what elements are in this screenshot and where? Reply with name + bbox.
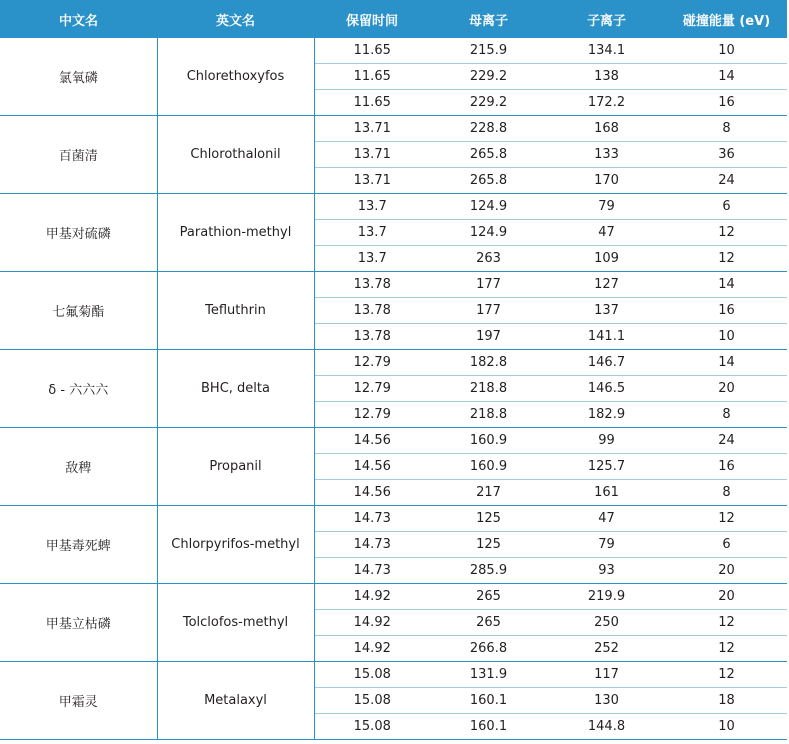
table-row [0, 38, 787, 64]
precursor-ion-cell: 182.8 [430, 350, 547, 376]
retention-time-cell: 14.92 [314, 636, 430, 662]
header-collision-energy: 碰撞能量 (eV) [666, 0, 787, 38]
chinese-name-cell: 甲基毒死蜱 [0, 506, 157, 584]
product-ion-cell: 93 [547, 558, 666, 584]
product-ion-cell: 172.2 [547, 90, 666, 116]
header-product-ion: 子离子 [547, 0, 666, 38]
english-name-cell: Propanil [157, 428, 314, 506]
collision-energy-cell: 24 [666, 168, 787, 194]
collision-energy-cell: 8 [666, 480, 787, 506]
collision-energy-cell: 20 [666, 558, 787, 584]
header-english-name: 英文名 [157, 0, 314, 38]
collision-energy-cell: 16 [666, 298, 787, 324]
retention-time-cell: 15.08 [314, 714, 430, 740]
product-ion-cell: 127 [547, 272, 666, 298]
english-name-cell: Parathion-methyl [157, 194, 314, 272]
collision-energy-cell: 14 [666, 272, 787, 298]
product-ion-cell: 182.9 [547, 402, 666, 428]
precursor-ion-cell: 124.9 [430, 194, 547, 220]
retention-time-cell: 11.65 [314, 64, 430, 90]
product-ion-cell: 133 [547, 142, 666, 168]
retention-time-cell: 14.92 [314, 584, 430, 610]
retention-time-cell: 12.79 [314, 376, 430, 402]
header-retention-time: 保留时间 [314, 0, 430, 38]
retention-time-cell: 15.08 [314, 688, 430, 714]
precursor-ion-cell: 160.1 [430, 688, 547, 714]
collision-energy-cell: 20 [666, 376, 787, 402]
table-row [0, 506, 787, 532]
product-ion-cell: 130 [547, 688, 666, 714]
chinese-name-cell: 甲基立枯磷 [0, 584, 157, 662]
retention-time-cell: 12.79 [314, 402, 430, 428]
table-row [0, 194, 787, 220]
retention-time-cell: 13.71 [314, 142, 430, 168]
retention-time-cell: 14.92 [314, 610, 430, 636]
collision-energy-cell: 8 [666, 116, 787, 142]
retention-time-cell: 13.71 [314, 168, 430, 194]
precursor-ion-cell: 263 [430, 246, 547, 272]
chinese-name-cell: 甲基对硫磷 [0, 194, 157, 272]
english-name-cell: Chlorpyrifos-methyl [157, 506, 314, 584]
collision-energy-cell: 36 [666, 142, 787, 168]
product-ion-cell: 170 [547, 168, 666, 194]
english-name-cell: Metalaxyl [157, 662, 314, 740]
retention-time-cell: 11.65 [314, 38, 430, 64]
product-ion-cell: 219.9 [547, 584, 666, 610]
product-ion-cell: 146.7 [547, 350, 666, 376]
precursor-ion-cell: 265 [430, 610, 547, 636]
collision-energy-cell: 16 [666, 454, 787, 480]
collision-energy-cell: 16 [666, 90, 787, 116]
product-ion-cell: 109 [547, 246, 666, 272]
precursor-ion-cell: 218.8 [430, 376, 547, 402]
english-name-cell: Chlorothalonil [157, 116, 314, 194]
precursor-ion-cell: 218.8 [430, 402, 547, 428]
precursor-ion-cell: 228.8 [430, 116, 547, 142]
collision-energy-cell: 8 [666, 402, 787, 428]
retention-time-cell: 13.7 [314, 194, 430, 220]
retention-time-cell: 13.78 [314, 324, 430, 350]
table-row [0, 272, 787, 298]
retention-time-cell: 13.7 [314, 246, 430, 272]
retention-time-cell: 14.73 [314, 506, 430, 532]
chinese-name-cell: 氯氧磷 [0, 38, 157, 116]
collision-energy-cell: 6 [666, 194, 787, 220]
product-ion-cell: 141.1 [547, 324, 666, 350]
collision-energy-cell: 20 [666, 584, 787, 610]
header-row [0, 0, 787, 38]
product-ion-cell: 79 [547, 532, 666, 558]
retention-time-cell: 14.56 [314, 428, 430, 454]
collision-energy-cell: 24 [666, 428, 787, 454]
table-row [0, 350, 787, 376]
precursor-ion-cell: 266.8 [430, 636, 547, 662]
chinese-name-cell: δ - 六六六 [0, 350, 157, 428]
header-chinese-name: 中文名 [0, 0, 157, 38]
precursor-ion-cell: 197 [430, 324, 547, 350]
table-body [0, 38, 787, 740]
english-name-cell: BHC, delta [157, 350, 314, 428]
chinese-name-cell: 敌稗 [0, 428, 157, 506]
collision-energy-cell: 12 [666, 662, 787, 688]
precursor-ion-cell: 285.9 [430, 558, 547, 584]
collision-energy-cell: 10 [666, 38, 787, 64]
product-ion-cell: 47 [547, 506, 666, 532]
precursor-ion-cell: 265.8 [430, 168, 547, 194]
collision-energy-cell: 12 [666, 636, 787, 662]
product-ion-cell: 134.1 [547, 38, 666, 64]
precursor-ion-cell: 125 [430, 506, 547, 532]
retention-time-cell: 14.56 [314, 454, 430, 480]
retention-time-cell: 13.78 [314, 272, 430, 298]
product-ion-cell: 146.5 [547, 376, 666, 402]
product-ion-cell: 125.7 [547, 454, 666, 480]
collision-energy-cell: 14 [666, 64, 787, 90]
precursor-ion-cell: 229.2 [430, 64, 547, 90]
retention-time-cell: 12.79 [314, 350, 430, 376]
precursor-ion-cell: 229.2 [430, 90, 547, 116]
retention-time-cell: 14.73 [314, 532, 430, 558]
product-ion-cell: 144.8 [547, 714, 666, 740]
product-ion-cell: 117 [547, 662, 666, 688]
retention-time-cell: 14.56 [314, 480, 430, 506]
precursor-ion-cell: 215.9 [430, 38, 547, 64]
precursor-ion-cell: 177 [430, 298, 547, 324]
english-name-cell: Tolclofos-methyl [157, 584, 314, 662]
precursor-ion-cell: 177 [430, 272, 547, 298]
collision-energy-cell: 10 [666, 324, 787, 350]
collision-energy-cell: 12 [666, 220, 787, 246]
table-row [0, 662, 787, 688]
product-ion-cell: 79 [547, 194, 666, 220]
english-name-cell: Tefluthrin [157, 272, 314, 350]
product-ion-cell: 250 [547, 610, 666, 636]
retention-time-cell: 14.73 [314, 558, 430, 584]
precursor-ion-cell: 160.9 [430, 454, 547, 480]
table-row [0, 428, 787, 454]
precursor-ion-cell: 265.8 [430, 142, 547, 168]
precursor-ion-cell: 265 [430, 584, 547, 610]
product-ion-cell: 168 [547, 116, 666, 142]
chinese-name-cell: 百菌清 [0, 116, 157, 194]
precursor-ion-cell: 125 [430, 532, 547, 558]
collision-energy-cell: 14 [666, 350, 787, 376]
product-ion-cell: 47 [547, 220, 666, 246]
english-name-cell: Chlorethoxyfos [157, 38, 314, 116]
product-ion-cell: 252 [547, 636, 666, 662]
collision-energy-cell: 10 [666, 714, 787, 740]
product-ion-cell: 161 [547, 480, 666, 506]
table-row [0, 584, 787, 610]
collision-energy-cell: 12 [666, 610, 787, 636]
precursor-ion-cell: 160.9 [430, 428, 547, 454]
precursor-ion-cell: 131.9 [430, 662, 547, 688]
precursor-ion-cell: 124.9 [430, 220, 547, 246]
retention-time-cell: 13.7 [314, 220, 430, 246]
header-precursor-ion: 母离子 [430, 0, 547, 38]
precursor-ion-cell: 160.1 [430, 714, 547, 740]
product-ion-cell: 138 [547, 64, 666, 90]
chinese-name-cell: 七氟菊酯 [0, 272, 157, 350]
precursor-ion-cell: 217 [430, 480, 547, 506]
retention-time-cell: 15.08 [314, 662, 430, 688]
table-row [0, 116, 787, 142]
retention-time-cell: 11.65 [314, 90, 430, 116]
collision-energy-cell: 12 [666, 246, 787, 272]
collision-energy-cell: 6 [666, 532, 787, 558]
retention-time-cell: 13.71 [314, 116, 430, 142]
collision-energy-cell: 12 [666, 506, 787, 532]
product-ion-cell: 99 [547, 428, 666, 454]
retention-time-cell: 13.78 [314, 298, 430, 324]
product-ion-cell: 137 [547, 298, 666, 324]
collision-energy-cell: 18 [666, 688, 787, 714]
chinese-name-cell: 甲霜灵 [0, 662, 157, 740]
